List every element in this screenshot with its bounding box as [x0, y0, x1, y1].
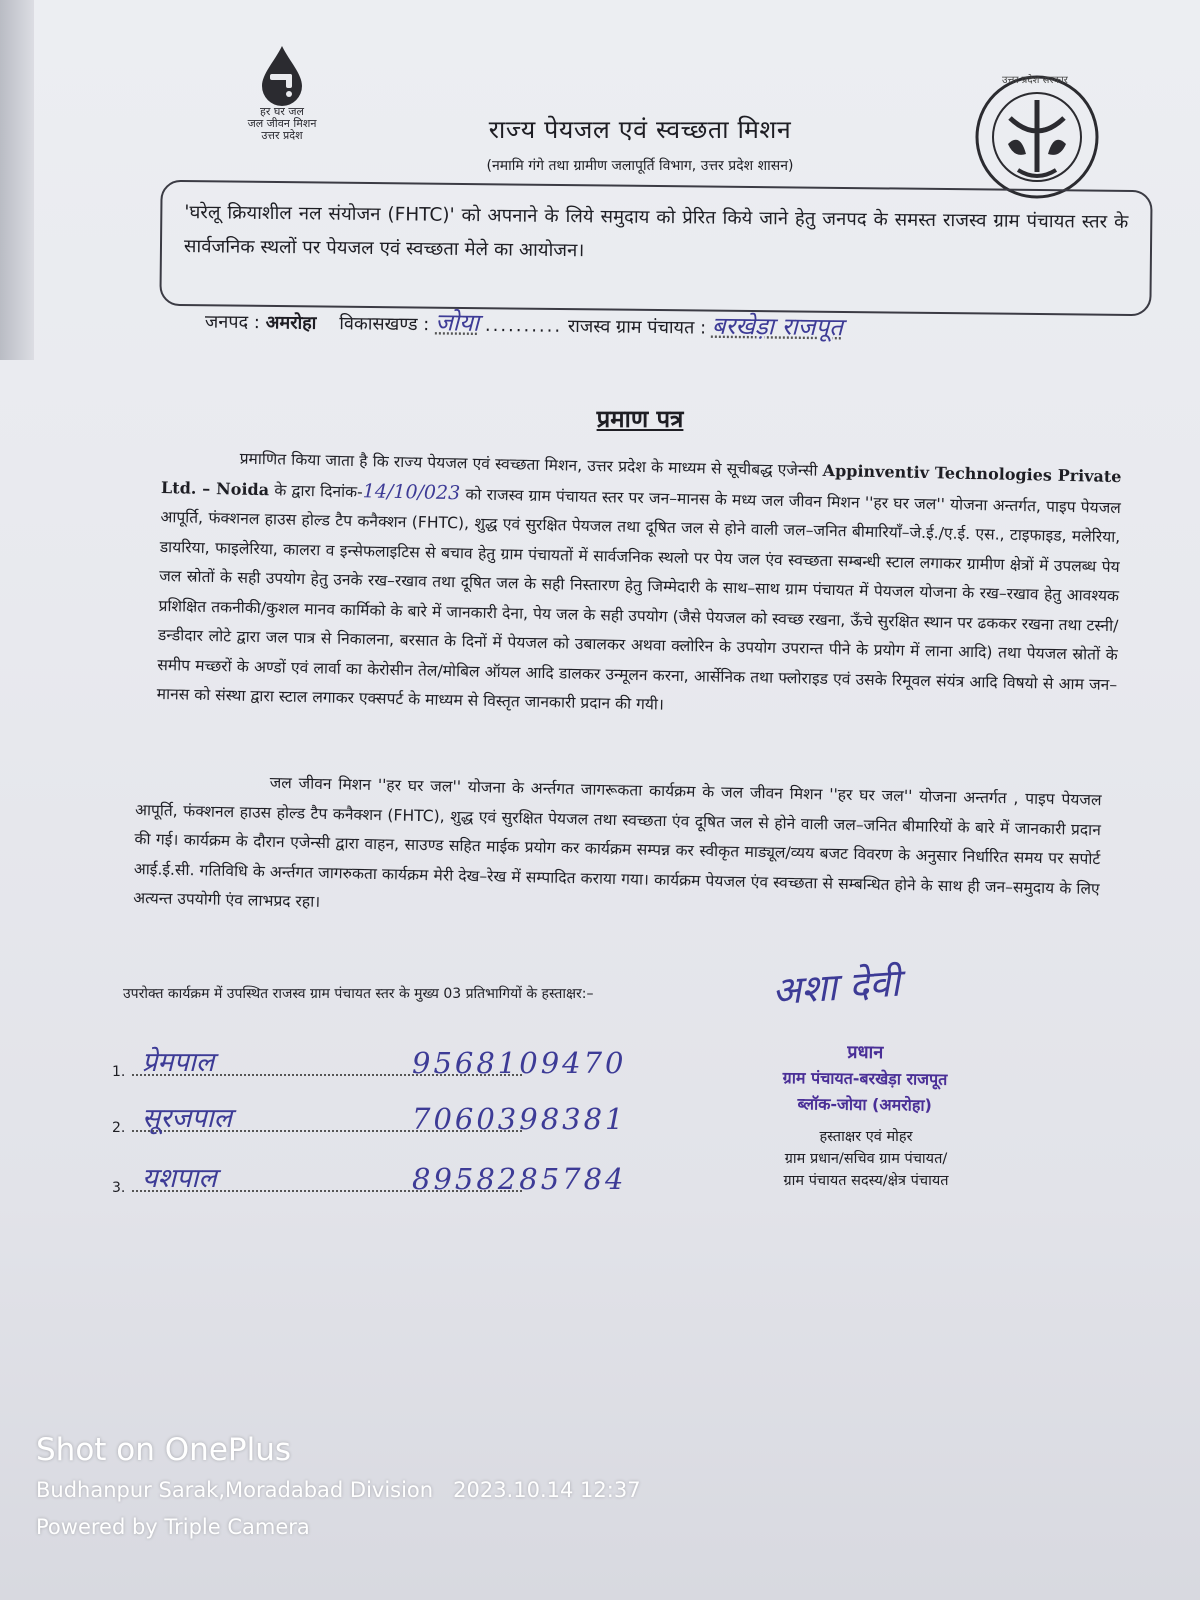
block-label: विकासखण्ड : — [339, 313, 430, 336]
p1-part-a: प्रमाणित किया जाता है कि राज्य पेयजल एवं स्वच्छता मिशन, उत्तर प्रदेश के माध्यम से सूचीबद्ध एजेन्सी — [239, 449, 818, 480]
certificate-paragraph-2: जल जीवन मिशन ''हर घर जल'' योजना के अर्न्तगत जागरूकता कार्यक्रम के जल जीवन मिशन ''हर घर जल'' योजना अन्तर्गत , पाइप पेयजल आपूर्ति, फंक्शनल हाउस होल्ड टैप कनैक्शन (FHTC), शुद्ध एवं सुरक्षित पेयजल तथा स्वच्छता एंव दूषित जल से होने वाली जल–जनित बीमारियों के बारे में जानकारी प्रदान की गई। कार्यक्रम के दौरान एजेन्सी द्वारा वाहन, साउण्ड सहित माईक प्रयोग कर कार्यक्रम सम्पन्न कर स्वीकृत माड्यूल/व्यय बजट विवरण के अनुसार निर्धारित समय पर सपोर्ट आई.ई.सी. गतिविधि के अर्न्तगत जागरुकता कार्यक्रम मेरी देख–रेख में सम्पादित कराया गया। कार्यक्रम पेयजल एंव स्वच्छता से सम्बन्धित होने के साथ ही जन–समुदाय के लिए अत्यन्त उपयोगी एंव लाभप्रद रहा। — [133, 773, 1102, 911]
attendance-intro: उपरोक्त कार्यक्रम में उपस्थित राजस्व ग्राम पंचायत स्तर के मुख्य 03 प्रतिभागियों के हस्ताक्षर:– — [123, 986, 594, 1002]
panchayat-label: राजस्व ग्राम पंचायत : — [567, 315, 707, 339]
participant-name: प्रेमपाल — [142, 1047, 215, 1078]
caption-roles-1: ग्राम प्रधान/सचिव ग्राम पंचायत/ — [784, 1151, 948, 1167]
event-banner-text: 'घरेलू क्रियाशील नल संयोजन (FHTC)' को अपनाने के लिये समुदाय को प्रेरित किये जाने हेतु जनपद के समस्त राजस्व ग्राम पंचायत स्तर के सार्वजनिक स्थलों पर पेयजल एवं स्वच्छता मेले का आयोजन। — [183, 202, 1129, 262]
signatory-caption — [736, 1126, 996, 1192]
certificate-heading: प्रमाण पत्र — [596, 405, 684, 433]
participant-number: 3. — [112, 1180, 126, 1196]
participant-phone: 7060398381 — [412, 1102, 627, 1136]
mission-title: राज्य पेयजल एवं स्वच्छता मिशन — [488, 115, 792, 144]
district-value: अमरोहा — [265, 312, 317, 334]
pradhan-signature: अशा देवी — [770, 960, 902, 1014]
stamp-panchayat: ग्राम पंचायत-बरखेड़ा राजपूत — [782, 1068, 948, 1089]
participant-phone: 8958285784 — [412, 1162, 627, 1196]
participant-name: सूरजपाल — [142, 1103, 232, 1134]
participant-phone: 9568109470 — [412, 1046, 627, 1080]
har-ghar-jal-logo — [232, 44, 332, 142]
caption-sign-seal: हस्ताक्षर एवं मोहर — [819, 1129, 913, 1145]
stamp-block: ब्लॉक-जोया (अमरोहा) — [797, 1094, 932, 1115]
watermark-camera: Powered by Triple Camera — [36, 1515, 310, 1539]
agency-name: Appinventiv Technologies Private Ltd. – Noida — [160, 460, 1122, 499]
event-banner-box — [159, 180, 1152, 316]
p1-part-b: के द्वारा दिनांक- — [274, 480, 363, 501]
mission-subtitle: (नमामि गंगे तथा ग्रामीण जलापूर्ति विभाग, उत्तर प्रदेश शासन) — [486, 158, 794, 174]
logo-caption-2: जल जीवन मिशन — [247, 117, 317, 130]
pradhan-stamp — [730, 1039, 1001, 1120]
stamp-title: प्रधान — [847, 1041, 884, 1064]
participant-row — [112, 1098, 672, 1142]
location-details-row: जनपद : अमरोहा विकासखण्ड : जोया .......... राजस्व ग्राम पंचायत : बरखेड़ा राजपूत — [204, 308, 844, 342]
paper-edge-shadow — [0, 0, 34, 360]
caption-roles-2: ग्राम पंचायत सदस्य/क्षेत्र पंचायत — [783, 1173, 949, 1189]
camera-watermark — [36, 1428, 641, 1546]
block-value: जोया — [434, 308, 480, 337]
logo-caption-3: उत्तर प्रदेश — [261, 129, 303, 142]
district-label: जनपद : — [204, 311, 261, 334]
participant-name: यशपाल — [142, 1163, 217, 1194]
participant-number: 1. — [112, 1064, 126, 1080]
water-drop-tap-icon — [232, 44, 332, 106]
watermark-device: Shot on OnePlus — [36, 1432, 291, 1468]
panchayat-value: बरखेड़ा राजपूत — [711, 311, 844, 342]
participant-row — [112, 1158, 672, 1202]
participant-number: 2. — [112, 1120, 126, 1136]
participant-row — [112, 1042, 672, 1086]
event-date: 14/10/023 — [362, 479, 461, 504]
watermark-location-time: Budhanpur Sarak,Moradabad Division 2023.10.14 12:37 — [36, 1478, 641, 1502]
p1-part-c: को राजस्व ग्राम पंचायत स्तर पर जन–मानस के मध्य जल जीवन मिशन ''हर घर जल'' योजना अन्तर्गत, पाइप पेयजल आपूर्ति, फंक्शनल हाउस होल्ड टैप कनैक्शन (FHTC), शुद्ध एवं सुरक्षित पेयजल तथा दूषित जल से होने वाली जल–जनित बीमारियाँ–जे.ई./ए.ई. एस., टाइफाइड, मलेरिया, डायरिया, फाइलेरिया, कालरा व इन्सेफलाइटिस से बचाव हेतु ग्राम पंचायतों में सार्वजनिक स्थलो पर पेय जल एंव स्वच्छता सम्बन्धी स्टाल लगाकर ग्रामीण क्षेत्रों में उपलब्ध पेय जल स्रोतों के सही उपयोग हेतु उनके रख–रखाव तथा दूषित जल के सही निस्तारण हेतु जिम्मेदारी के साथ–साथ ग्राम पंचायत में पेयजल योजना के रख–रखाव हेतु आवश्यक प्रशिक्षित तकनीकी/कुशल मानव कार्मिको के बारे में जानकारी देना, पेय जल के सही उपयोग (जैसे पेयजल को स्वच्छ रखना, ऊँचे सुरक्षित स्थान पर ढककर रखना तथा टस्नी/डन्डीदार लोटे द्वारा जल पात्र से निकालना, बरसात के दिनों में पेयजल को उबालकर अथवा क्लोरिन के उपयोग उपरान्त पीने के प्रयोग में लाना आदि) तथा पेयजल स्रोतों के समीप मच्छरों के अण्डों एवं लार्वा का केरोसीन तेल/मोबिल ऑयल आदि डालकर उन्मूलन करना, आर्सेनिक तथा फ्लोराइड एवं उसके रिमूवल संयंत्र आदि विषयो से आम जन–मानस को संस्था द्वारा स्टाल लगाकर एक्सपर्ट के माध्यम से विस्तृत जानकारी प्रदान की गयी। — [156, 484, 1122, 714]
logo-caption-1: हर घर जल — [260, 105, 304, 118]
up-government-seal-icon — [974, 74, 1100, 200]
certificate-paragraph-1 — [156, 442, 1121, 730]
seal-caption: उत्तर प्रदेश सरकार — [1002, 75, 1068, 86]
